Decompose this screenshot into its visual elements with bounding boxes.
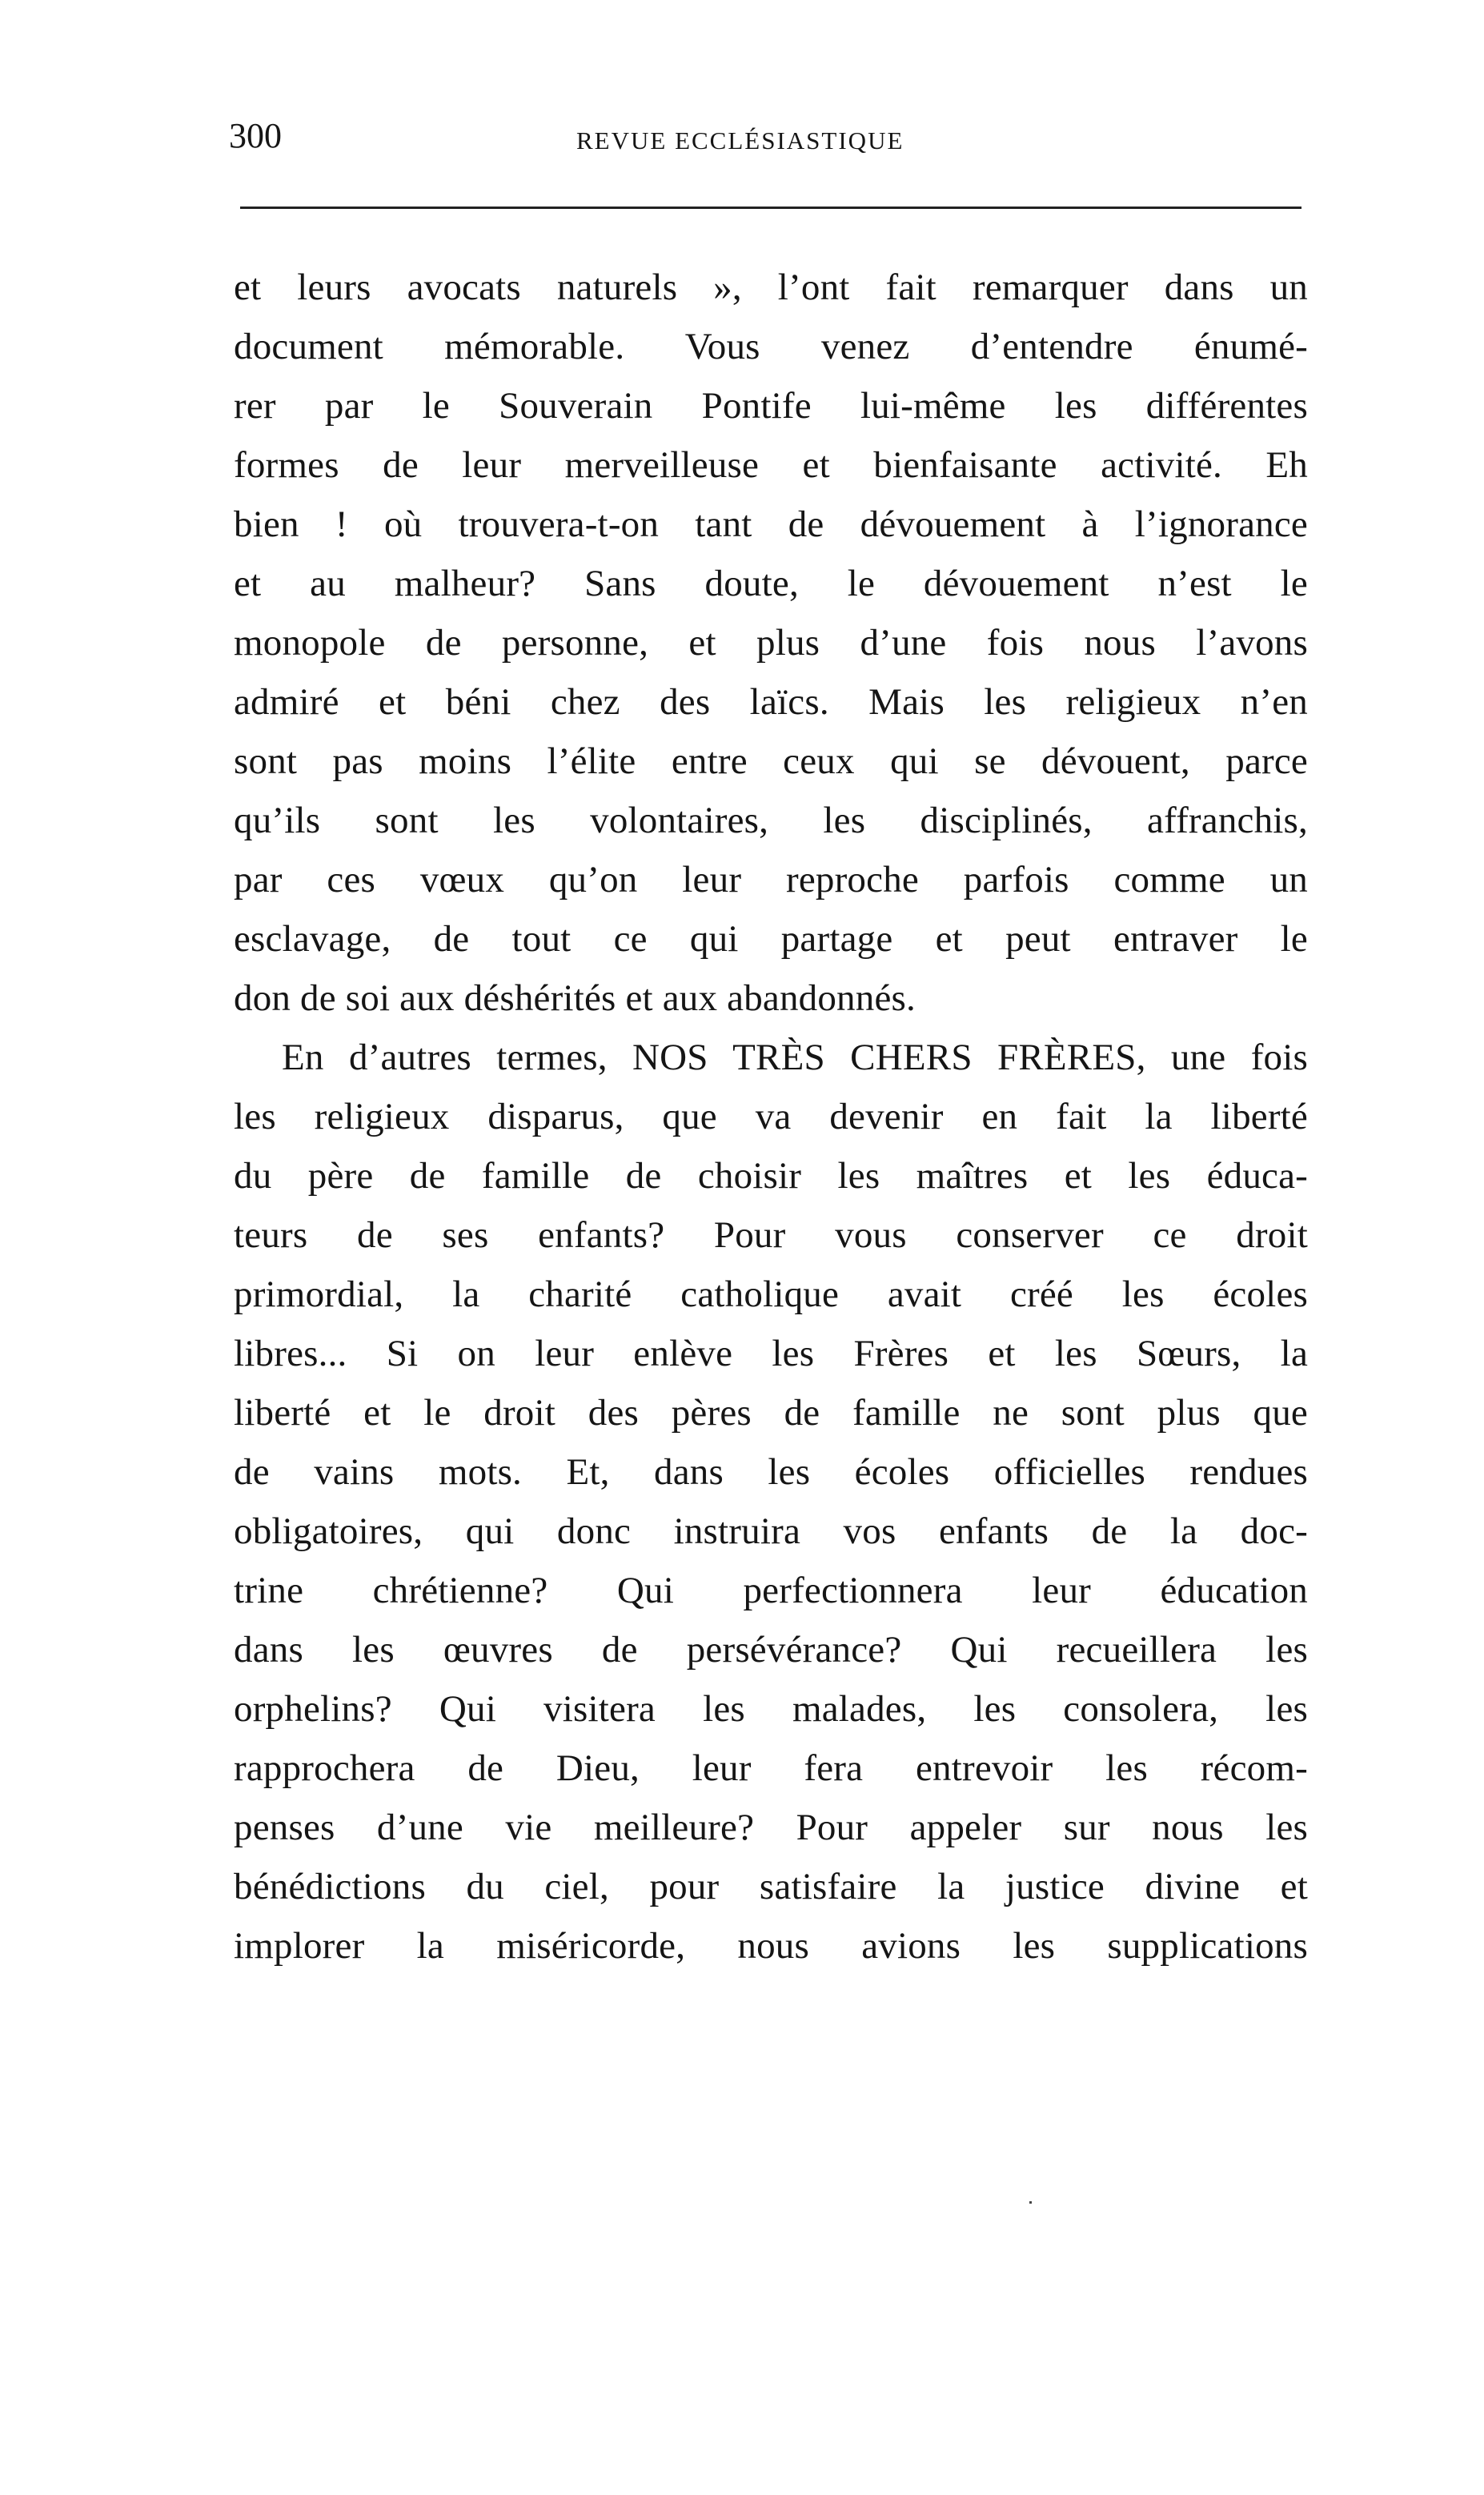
body-text (234, 258, 1308, 1976)
text-line: dans les œuvres de persévérance? Qui recueillera les (234, 1629, 1308, 1671)
text-line: admiré et béni chez des laïcs. Mais les religieux n’en (234, 681, 1308, 723)
text-line: bien ! où trouvera-t-on tant de dévouement à l’ignorance (234, 503, 1308, 545)
text-line: de vains mots. Et, dans les écoles officielles rendues (234, 1451, 1308, 1493)
paragraph-start-line: En d’autres termes, NOS TRÈS CHERS FRÈRES, une fois (282, 1037, 1308, 1078)
print-speck (1029, 2201, 1032, 2204)
text-line: rapprochera de Dieu, leur fera entrevoir les récom- (234, 1747, 1308, 1789)
text-line: par ces vœux qu’on leur reproche parfois comme un (234, 859, 1308, 901)
text-line: don de soi aux déshérités et aux abandonnés. (234, 977, 916, 1019)
text-line: implorer la miséricorde, nous avions les supplications (234, 1925, 1308, 1967)
text-line: esclavage, de tout ce qui partage et peut entraver le (234, 918, 1308, 960)
text-line: liberté et le droit des pères de famille ne sont plus que (234, 1392, 1308, 1434)
text-line: les religieux disparus, que va devenir en fait la liberté (234, 1096, 1308, 1137)
text-line: qu’ils sont les volontaires, les disciplinés, affranchis, (234, 800, 1308, 841)
text-line: formes de leur merveilleuse et bienfaisante activité. Eh (234, 444, 1308, 486)
text-line: du père de famille de choisir les maîtres et les éduca- (234, 1155, 1308, 1197)
text-line: orphelins? Qui visitera les malades, les consolera, les (234, 1688, 1308, 1730)
text-line: libres... Si on leur enlève les Frères et les Sœurs, la (234, 1333, 1308, 1374)
page-number: 300 (229, 116, 282, 155)
header-rule (240, 207, 1302, 209)
text-line: primordial, la charité catholique avait créé les écoles (234, 1274, 1308, 1315)
text-line: document mémorable. Vous venez d’entendre énumé- (234, 326, 1308, 367)
text-line: teurs de ses enfants? Pour vous conserver ce droit (234, 1214, 1308, 1256)
text-line: penses d’une vie meilleure? Pour appeler sur nous les (234, 1807, 1308, 1848)
text-line: sont pas moins l’élite entre ceux qui se dévouent, parce (234, 740, 1308, 782)
text-line: trine chrétienne? Qui perfectionnera leur éducation (234, 1570, 1308, 1611)
text-line: et au malheur? Sans doute, le dévouement n’est le (234, 563, 1308, 604)
text-line: et leurs avocats naturels », l’ont fait remarquer dans un (234, 267, 1308, 308)
text-line: monopole de personne, et plus d’une fois nous l’avons (234, 622, 1308, 664)
text-line: rer par le Souverain Pontife lui-même les différentes (234, 385, 1308, 427)
text-line: obligatoires, qui donc instruira vos enfants de la doc- (234, 1510, 1308, 1552)
running-title: REVUE ECCLÉSIASTIQUE (576, 126, 904, 154)
text-line: bénédictions du ciel, pour satisfaire la justice divine et (234, 1866, 1308, 1907)
